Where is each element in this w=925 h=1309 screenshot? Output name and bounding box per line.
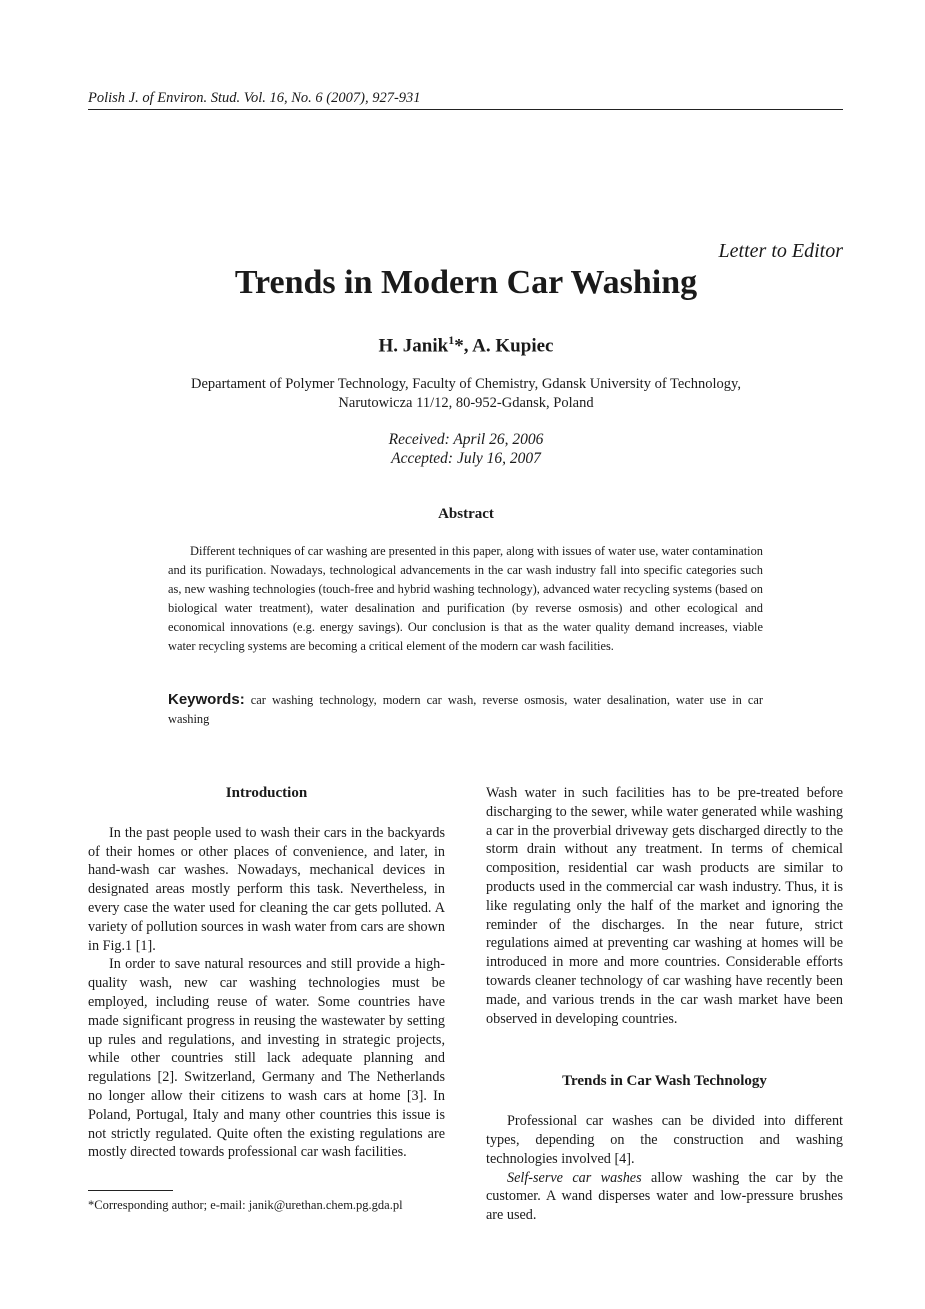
paragraph: Professional car washes can be divided into different types, depending on the construction and washing technologies involved [4]. [486,1113,843,1167]
article-dates [0,430,925,468]
self-serve-term: Self-serve car washes [507,1169,642,1186]
abstract-text: Different techniques of car washing are presented in this paper, along with issues of water use, water contamination and its purification. Nowadays, technological advancements in the car wash industry fall into specific categories such as, new washing technologies (touch-free and hybrid washing technology), advanced water recycling systems (based on biological water treatment), water desalination and purification (by reverse osmosis) and other ecological and economical innovations (e.g. energy savings). Our conclusion is that as the water quality demand increases, viable water recycling systems are becoming a critical element of the modern car wash facilities. [168,544,763,653]
abstract-heading: Abstract [438,506,494,522]
paper-title: Trends in Modern Car Washing [234,264,698,301]
keywords-text: car washing technology, modern car wash, reverse osmosis, water desalination, water use in car washing [168,693,763,726]
accepted-date: Accepted: July 16, 2007 [391,450,541,467]
paragraph [486,1169,843,1225]
paragraph-text: allow washing the car by the customer. A wand disperses water and low-pressure brushes are used. [486,1169,843,1224]
affiliation-line-2: Narutowicza 11/12, 80-952-Gdansk, Poland [338,395,594,411]
paragraph: In order to save natural resources and still provide a high-quality wash, new car washing technologies must be employed, including reuse of water. Some countries have made significant progress in reusing the wastewater by setting up rules and regulations, and investing in strategic projects, while other countries still lack adequate planning and regulations [2]. Switzerland, Germany and The Netherlands no longer allow their citizens to wash cars at home [3]. In Poland, Portugal, Italy and many other countries this issue is not strictly regulated. Quite often the existing regulations are mostly directed towards professional car wash facilities. [88,956,445,1161]
paragraph: Wash water in such facilities has to be pre-treated before discharging to the sewer, while water generated while washing a car in the proverbial driveway gets discharged directly to the storm drain without any treatment. In terms of chemical composition, residential car wash products are similar to products used in the commercial car wash industry. Thus, it is like regulating only the half of the market and ignoring the reminder of the discharges. In the near future, strict regulations aimed at preventing car washing at homes will be introduced in more and more countries. Considerable efforts towards cleaner technology of car washing have recently been made, and various trends in the car wash market have been observed in developing countries. [486,785,843,1027]
keywords-label: Keywords: [168,691,245,708]
affiliation [0,375,925,413]
affiliation-line-1: Departament of Polymer Technology, Faculty of Chemistry, Gdansk University of Technology, [191,376,741,392]
paragraph: In the past people used to wash their cars in the backyards of their homes or other places of convenience, and later, in hand-wash car washes. Nowadays, mechanical devices in designated areas mostly perform this task. Nevertheless, in every case the water used for cleaning the car gets polluted. A variety of pollution sources in wash water from cars are shown in Fig.1 [1]. [88,824,445,954]
footnote-corresponding-author: *Corresponding author; e-mail: janik@urethan.chem.pg.gda.pl [88,1198,403,1212]
left-column [88,784,445,1162]
right-column [486,784,843,1225]
journal-header: Polish J. of Environ. Stud. Vol. 16, No. 6 (2007), 927-931 [88,90,843,110]
author-rest: *, A. Kupiec [454,335,554,357]
keywords [168,690,763,729]
affiliation-marker: 1 [448,333,455,347]
author-list [0,333,925,357]
article-type-label: Letter to Editor [718,240,843,262]
received-date: Received: April 26, 2006 [388,431,544,448]
author-first: H. Janik [378,335,449,357]
footnote-divider [88,1190,173,1191]
section-heading-introduction: Introduction [225,785,308,801]
section-heading-trends: Trends in Car Wash Technology [562,1073,767,1090]
